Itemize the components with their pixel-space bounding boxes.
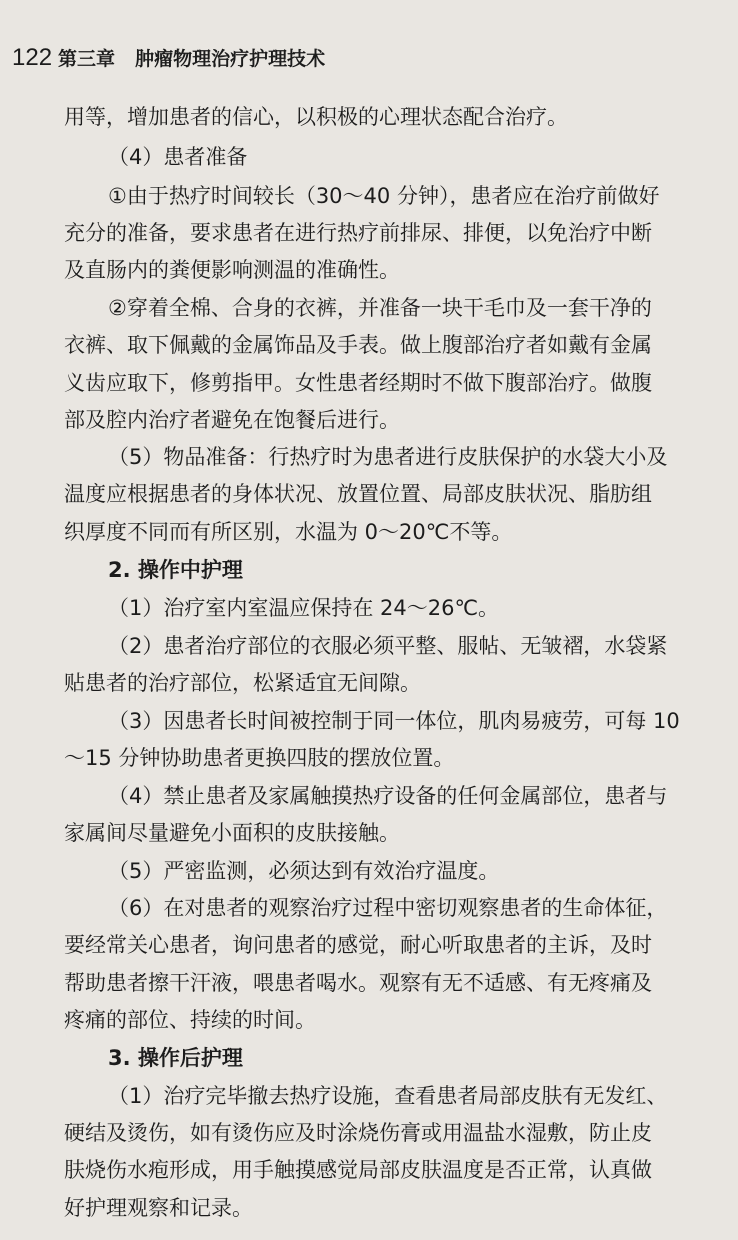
text-line: 温度应根据患者的身体状况、放置位置、局部皮肤状况、脂肪组: [64, 482, 652, 506]
section-heading: 2. 操作中护理: [108, 558, 243, 582]
text-line: 家属间尽量避免小面积的皮肤接触。: [64, 821, 400, 845]
text-line: （2）患者治疗部位的衣服必须平整、服帖、无皱褶，水袋紧: [108, 634, 668, 658]
text-line: ～15 分钟协助患者更换四肢的摆放位置。: [64, 746, 455, 770]
text-line: 疼痛的部位、持续的时间。: [64, 1008, 316, 1032]
text-line: （4）禁止患者及家属触摸热疗设备的任何金属部位，患者与: [108, 784, 668, 808]
text-line: 充分的准备，要求患者在进行热疗前排尿、排便，以免治疗中断: [64, 221, 652, 245]
text-line: （5）物品准备：行热疗时为患者进行皮肤保护的水袋大小及: [108, 445, 668, 469]
chapter-title: 肿瘤物理治疗护理技术: [135, 48, 326, 70]
page-number: 122: [12, 44, 53, 71]
subheading-line: （4）患者准备: [108, 145, 248, 169]
text-line: 贴患者的治疗部位，松紧适宜无间隙。: [64, 671, 421, 695]
text-line: （5）严密监测，必须达到有效治疗温度。: [108, 859, 500, 883]
text-line: 好护理观察和记录。: [64, 1196, 253, 1220]
text-line: 部及腔内治疗者避免在饱餐后进行。: [64, 408, 400, 432]
running-header: [12, 44, 325, 72]
text-line: 织厚度不同而有所区别，水温为 0～20℃不等。: [64, 520, 513, 544]
text-line: ①由于热疗时间较长（30～40 分钟），患者应在治疗前做好: [108, 184, 660, 208]
text-line: （6）在对患者的观察治疗过程中密切观察患者的生命体征，: [108, 896, 668, 920]
text-line: 要经常关心患者，询问患者的感觉，耐心听取患者的主诉，及时: [64, 933, 652, 957]
text-line: （3）因患者长时间被控制于同一体位，肌肉易疲劳，可每 10: [108, 709, 680, 733]
chapter-label: 第三章: [58, 48, 116, 70]
text-line: ②穿着全棉、合身的衣裤，并准备一块干毛巾及一套干净的: [108, 296, 652, 320]
text-line: 帮助患者擦干汗液，喂患者喝水。观察有无不适感、有无疼痛及: [64, 971, 652, 995]
text-line: （1）治疗完毕撤去热疗设施，查看患者局部皮肤有无发红、: [108, 1084, 668, 1108]
text-line: 用等，增加患者的信心，以积极的心理状态配合治疗。: [64, 105, 568, 129]
section-heading: 3. 操作后护理: [108, 1046, 243, 1070]
text-line: 衣裤、取下佩戴的金属饰品及手表。做上腹部治疗者如戴有金属: [64, 333, 652, 357]
text-line: 肤烧伤水疱形成，用手触摸感觉局部皮肤温度是否正常，认真做: [64, 1158, 652, 1182]
text-line: 及直肠内的粪便影响测温的准确性。: [64, 258, 400, 282]
text-line: （1）治疗室内室温应保持在 24～26℃。: [108, 596, 500, 620]
text-line: 义齿应取下，修剪指甲。女性患者经期时不做下腹部治疗。做腹: [64, 371, 652, 395]
text-line: 硬结及烫伤，如有烫伤应及时涂烧伤膏或用温盐水湿敷，防止皮: [64, 1121, 652, 1145]
